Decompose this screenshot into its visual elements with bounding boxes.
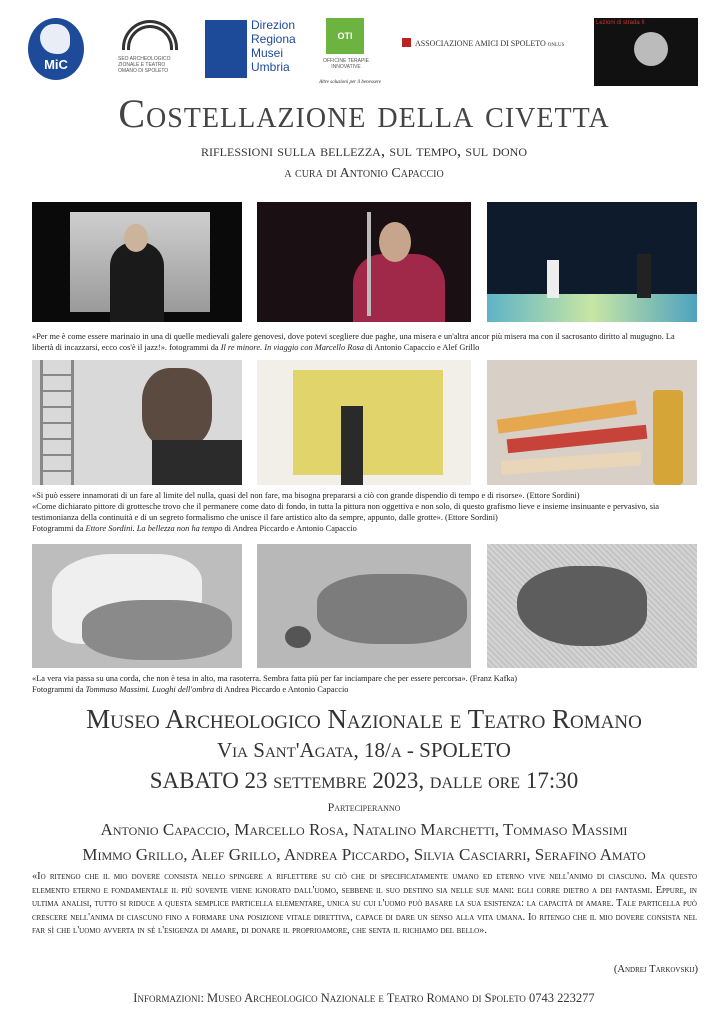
participants-line-2: Mimmo Grillo, Alef Grillo, Andrea Piccardo, Silvia Casciarri, Serafino Amato — [82, 845, 646, 864]
row3-caption: «La vera via passa su una corda, che non è tesa in alto, ma rasoterra. Sembra fatta più per far inciampare che per essere percorsa». (Franz Kafka) Fotogrammi da Tommaso Massimi. Luoghi dell'ombra di Andrea Piccardo e Antonio Capaccio — [32, 674, 518, 694]
participants-label: Parteciperanno — [327, 800, 401, 814]
film-still-paint-tubes — [487, 360, 697, 485]
film-still-yellow-canvas — [257, 360, 471, 485]
participants-line-1: Antonio Capaccio, Marcello Rosa, Natalino Marchetti, Tommaso Massimi — [100, 820, 628, 839]
mic-logo-text: MiC — [44, 57, 68, 72]
film-still-trombonist — [257, 202, 471, 322]
page-title: Costellazione della civetta — [118, 91, 610, 136]
oti-slogan: Altre soluzioni per il benessere — [319, 80, 381, 85]
oti-mark: OTI — [326, 18, 364, 54]
amici-spoleto-logo — [402, 38, 564, 48]
astronaut-helmet-icon — [634, 32, 668, 66]
row2-caption: «Si può essere innamorati di un fare al limite del nulla, quasi del non fare, ma bisogna prepararsi a ciò con grande dispendio di tempo e di risorse». (Ettore Sordini) «Come dichiarato pittore di grottesche trovo che il permanere come dato di fondo, in tutta la pittura non oggettiva e non solo, di questo grafismo lieve e insieme insinuante e pervasivo, sia testimonianza della continuità e di un segreto formalismo che unisce il fare artistico alto da sempre, appunto, dalle grotte». (Ettore Sordini) Fotogrammi da Ettore Sordini. La bellezza non ha tempo di Andrea Piccardo e Antonio Capaccio — [32, 491, 660, 533]
direzione-emblem-icon — [205, 20, 247, 78]
page-subtitle: riflessioni sulla bellezza, sul tempo, sul dono — [201, 141, 527, 160]
event-date: SABATO 23 settembre 2023, dalle ore 17:30 — [149, 768, 579, 793]
direzione-musei-logo — [205, 18, 305, 80]
film-still-hands-paper — [32, 544, 242, 668]
amici-logo-suffix: ONLUS — [547, 43, 565, 48]
film-still-stage — [487, 202, 697, 322]
museum-theater-logo — [118, 18, 182, 80]
film-still-hands-coin — [257, 544, 471, 668]
quote-author: (Andrej Tarkovskij) — [613, 964, 698, 975]
film-still-ladder-man — [32, 360, 242, 485]
theater-logo-text: SEO ARCHEOLOGICO ZIONALE E TEATRO OMANO DI SPOLETO — [118, 56, 171, 74]
amici-logo-text: ASSOCIAZIONE AMICI DI SPOLETO — [415, 39, 546, 48]
theater-arc-icon — [122, 20, 178, 50]
film-still-singer — [32, 202, 242, 322]
lezioni-di-strada-logo — [594, 18, 698, 86]
venue-address: Via Sant'Agata, 18/a - SPOLETO — [217, 738, 511, 762]
lezioni-logo-text: Lezioni di strada II — [596, 20, 645, 26]
direzione-logo-text: Direzion Regiona Musei Umbria — [251, 18, 296, 74]
venue-name: Museo Archeologico Nazionale e Teatro Romano — [86, 704, 642, 734]
oti-logo — [318, 18, 381, 85]
mic-logo — [28, 18, 84, 80]
oti-logo-text: OFFICINE TERAPIE INNOVATIVE — [322, 58, 370, 70]
mic-emblem-icon — [40, 24, 70, 54]
tarkovsky-quote: «Io ritengo che il mio dovere consista nello spingere a riflettere su ciò che di specificatamente umano ed eterno vive nell'animo di ciascuno. Ma questo elemento eterno e fondamentale il più sovente viene ignorato dall'uomo, sebbene il suo destino sia nelle sue mani: egli corre dietro a dei fantasmi. Eppure, in ultima analisi, tutto si riduce a questa semplice particella elementare, unica su cui l'uomo può basare la sua esistenza: la capacità di amare. Tale particella può crescere nell'anima di ciascuno fino a formare una posizione vitale direttiva, capace di dare un senso alla vita umana. Io ritengo che il mio dovere consista nel far sì che l'uomo avverta in sé l'esigenza di amare, di donare il proprioamore, che senta il richiamo del bello». — [32, 871, 697, 937]
curated-by: a cura di Antonio Capaccio — [284, 166, 444, 181]
film-still-hand-fabric — [487, 544, 697, 668]
amici-crest-icon — [402, 38, 411, 47]
row1-caption: «Per me è come essere marinaio in una di quelle medievali galere genovesi, dove potevi scegliere due paghe, una misera e un'altra ancor più misera ma con il sacrosanto diritto al mugugno. La libertà di incazzarsi, ecco cos'è il jazz!». fotogrammi da Il re minore. In viaggio con Marcello Rosa di Antonio Capaccio e Alef Grillo — [32, 332, 675, 352]
contact-info: Informazioni: Museo Archeologico Nazionale e Teatro Romano di Spoleto 0743 223277 — [133, 991, 595, 1005]
